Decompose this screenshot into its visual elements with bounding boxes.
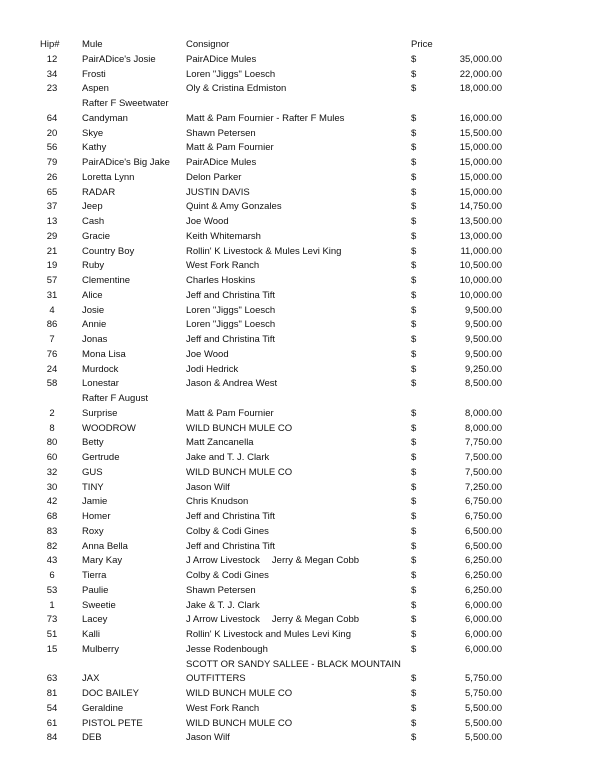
currency-symbol: $ [411, 496, 417, 508]
table-row [38, 318, 508, 333]
consignor-name: WILD BUNCH MULE CO [186, 717, 293, 729]
mule-name: Geraldine [82, 702, 124, 714]
currency-symbol: $ [411, 201, 417, 213]
table-row [38, 628, 508, 643]
table-row [38, 466, 508, 481]
hip-number: 84 [46, 732, 58, 744]
mule-name: Candyman [82, 112, 128, 124]
consignor-name: Jeff and Christina Tift [186, 540, 276, 552]
consignor-name: WILD BUNCH MULE CO [186, 688, 293, 699]
mule-name: Mona Lisa [82, 348, 126, 360]
table-row [38, 613, 508, 628]
mule-name: Murdock [82, 363, 119, 375]
currency-symbol: $ [411, 732, 417, 744]
consignor-name: Shawn Petersen [186, 127, 256, 139]
consignor-name: WILD BUNCH MULE CO [186, 422, 293, 434]
currency-symbol: $ [411, 186, 417, 198]
consignor-name: Shawn Petersen [186, 584, 256, 596]
hip-number: 7 [49, 334, 55, 345]
consignor-name: Jason Wilf [186, 732, 230, 744]
hip-number: 1 [49, 599, 55, 611]
currency-symbol: $ [411, 481, 417, 493]
hip-number: 30 [46, 481, 58, 493]
hip-number: 60 [46, 452, 58, 463]
mule-name: Jamie [82, 496, 108, 508]
price-amount: 10,000.00 [459, 275, 502, 286]
hip-number: 61 [46, 717, 58, 729]
table-row [38, 200, 508, 215]
consignor-name: Delon Parker [186, 171, 242, 183]
price-amount: 15,000.00 [459, 186, 502, 198]
currency-symbol: $ [411, 230, 417, 242]
consignor-name: Jason & Andrea West [186, 378, 278, 390]
mule-name: Alice [82, 289, 103, 301]
currency-symbol: $ [411, 245, 417, 257]
mule-name: Roxy [82, 525, 104, 537]
mule-name: Lonestar [82, 378, 119, 390]
hip-number: 13 [46, 216, 58, 227]
sale-results-table [38, 38, 508, 746]
table-row [38, 540, 508, 555]
currency-symbol: $ [411, 614, 417, 626]
consignor-name-secondary: Jerry & Megan Cobb [271, 555, 360, 567]
consignor-name-primary: J Arrow Livestock [186, 614, 260, 626]
consignor-name: Jeff and Christina Tift [186, 511, 276, 522]
price-amount: 8,000.00 [465, 407, 502, 419]
mule-name: PISTOL PETE [82, 717, 143, 729]
table-row [38, 141, 508, 156]
currency-symbol: $ [411, 304, 417, 316]
currency-symbol: $ [411, 673, 417, 685]
mule-name: Betty [82, 437, 104, 449]
hip-number: 8 [49, 422, 55, 434]
price-amount: 6,250.00 [465, 584, 502, 596]
consignor-name: Joe Wood [186, 216, 229, 227]
mule-name: Gracie [82, 230, 110, 242]
mule-name: Aspen [82, 83, 109, 95]
price-amount: 6,250.00 [465, 570, 502, 581]
currency-symbol: $ [411, 83, 417, 95]
consignor-name: West Fork Ranch [186, 260, 260, 272]
price-amount: 10,000.00 [459, 289, 502, 301]
consignor-name: Jodi Hedrick [186, 363, 239, 375]
hip-number: 80 [46, 437, 58, 449]
table-row [38, 451, 508, 466]
table-row [38, 171, 508, 186]
table-row [38, 127, 508, 142]
price-amount: 5,500.00 [465, 732, 502, 744]
mule-name: Frosti [82, 68, 106, 80]
currency-symbol: $ [411, 275, 417, 286]
table-row [38, 569, 508, 584]
currency-symbol: $ [411, 319, 417, 331]
currency-symbol: $ [411, 53, 417, 65]
table-row [38, 702, 508, 717]
consignor-name: Jake & T. J. Clark [186, 599, 260, 611]
currency-symbol: $ [411, 702, 417, 714]
mule-name: Surprise [82, 407, 118, 419]
hip-number: 12 [46, 53, 58, 65]
mule-name: Kalli [82, 629, 100, 640]
currency-symbol: $ [411, 157, 417, 168]
consignor-name: Matt Zancanella [186, 437, 254, 449]
hip-number: 15 [46, 643, 58, 655]
mule-name: Kathy [82, 142, 107, 154]
price-amount: 7,250.00 [465, 481, 502, 493]
table-row [38, 363, 508, 378]
price-amount: 9,500.00 [465, 319, 502, 331]
table-row [38, 68, 508, 83]
hip-number: 76 [46, 348, 58, 360]
mule-name: PairADice's Big Jake [82, 157, 170, 168]
mule-name: DOC BAILEY [82, 688, 140, 699]
price-amount: 6,750.00 [465, 496, 502, 508]
table-row [38, 274, 508, 289]
hip-number: 4 [49, 304, 55, 316]
table-row [38, 510, 508, 525]
consignor-name: Jeff and Christina Tift [186, 334, 276, 345]
consignor-name-primary: J Arrow Livestock [186, 555, 260, 567]
price-amount: 6,500.00 [465, 540, 502, 552]
price-amount: 13,500.00 [459, 216, 502, 227]
price-amount: 5,750.00 [465, 688, 502, 699]
price-amount: 6,250.00 [465, 555, 502, 567]
table-row [38, 304, 508, 319]
currency-symbol: $ [411, 127, 417, 139]
price-amount: 15,000.00 [459, 142, 502, 154]
price-amount: 7,750.00 [465, 437, 502, 449]
table-row [38, 658, 508, 688]
table-row [38, 377, 508, 392]
price-amount: 22,000.00 [459, 68, 502, 80]
table-row [38, 392, 508, 422]
mule-name-prefix: Rafter F Sweetwater [82, 98, 169, 109]
price-amount: 5,750.00 [465, 673, 502, 685]
table-row [38, 422, 508, 437]
mule-name: Gertrude [82, 452, 120, 463]
header-mule: Mule [82, 39, 103, 50]
table-row [38, 97, 508, 127]
currency-symbol: $ [411, 334, 417, 345]
mule-name: Ruby [82, 260, 105, 272]
table-row [38, 289, 508, 304]
price-amount: 6,000.00 [465, 643, 502, 655]
price-amount: 35,000.00 [459, 53, 502, 65]
currency-symbol: $ [411, 68, 417, 80]
price-amount: 9,500.00 [465, 334, 502, 345]
table-row [38, 481, 508, 496]
consignor-name: Matt & Pam Fournier - Rafter F Mules [186, 112, 345, 124]
table-row [38, 156, 508, 171]
price-amount: 14,750.00 [459, 201, 502, 213]
table-row [38, 717, 508, 732]
price-amount: 10,500.00 [459, 260, 502, 272]
hip-number: 26 [46, 171, 58, 183]
consignor-name-secondary: Jerry & Megan Cobb [271, 614, 360, 626]
consignor-name: PairADice Mules [186, 53, 257, 65]
hip-number: 86 [46, 319, 58, 331]
price-amount: 6,000.00 [465, 629, 502, 640]
table-row [38, 259, 508, 274]
consignor-name: West Fork Ranch [186, 702, 260, 714]
table-row [38, 495, 508, 510]
price-amount: 9,500.00 [465, 348, 502, 360]
price-amount: 13,000.00 [459, 230, 502, 242]
hip-number: 6 [49, 570, 55, 581]
hip-number: 2 [49, 407, 55, 419]
consignor-name: Jake and T. J. Clark [186, 452, 270, 463]
header-consignor: Consignor [186, 39, 230, 50]
currency-symbol: $ [411, 466, 417, 478]
currency-symbol: $ [411, 363, 417, 375]
consignor-name: Colby & Codi Gines [186, 570, 269, 581]
hip-number: 81 [46, 688, 58, 699]
hip-number: 58 [46, 378, 58, 390]
price-amount: 7,500.00 [465, 466, 502, 478]
hip-number: 32 [46, 466, 58, 478]
mule-name: JAX [82, 673, 100, 685]
consignor-name: Matt & Pam Fournier [186, 142, 274, 154]
currency-symbol: $ [411, 171, 417, 183]
hip-number: 37 [46, 201, 58, 213]
currency-symbol: $ [411, 348, 417, 360]
currency-symbol: $ [411, 717, 417, 729]
hip-number: 68 [46, 511, 58, 522]
consignor-name: Loren "Jiggs" Loesch [186, 68, 276, 80]
currency-symbol: $ [411, 555, 417, 567]
mule-name: Annie [82, 319, 107, 331]
hip-number: 57 [46, 275, 58, 286]
mule-name: Anna Bella [82, 540, 128, 552]
table-row [38, 215, 508, 230]
price-amount: 9,500.00 [465, 304, 502, 316]
table-row [38, 525, 508, 540]
currency-symbol: $ [411, 540, 417, 552]
mule-name-prefix: Rafter F August [82, 393, 149, 404]
price-amount: 8,000.00 [465, 422, 502, 434]
table-body [38, 53, 508, 746]
mule-name: Jeep [82, 201, 103, 213]
table-row [38, 245, 508, 260]
price-amount: 16,000.00 [459, 112, 502, 124]
consignor-name: Loren "Jiggs" Loesch [186, 319, 276, 331]
mule-name: Homer [82, 511, 111, 522]
consignor-name: Colby & Codi Gines [186, 525, 269, 537]
hip-number: 54 [46, 702, 58, 714]
currency-symbol: $ [411, 422, 417, 434]
mule-name: Sweetie [82, 599, 116, 611]
currency-symbol: $ [411, 437, 417, 449]
table-row [38, 230, 508, 245]
hip-number: 43 [46, 555, 58, 567]
currency-symbol: $ [411, 688, 417, 699]
hip-number: 42 [46, 496, 58, 508]
consignor-name: Rollin' K Livestock and Mules Levi King [186, 629, 351, 640]
consignor-name: Charles Hoskins [186, 275, 256, 286]
consignor-name: WILD BUNCH MULE CO [186, 466, 293, 478]
hip-number: 19 [46, 260, 58, 272]
consignor-name: OUTFITTERS [186, 673, 246, 685]
mule-name: RADAR [82, 186, 116, 198]
hip-number: 82 [46, 540, 58, 552]
hip-number: 53 [46, 584, 58, 596]
mule-name: Loretta Lynn [82, 171, 135, 183]
mule-name: TINY [82, 481, 104, 493]
consignor-name: Quint & Amy Gonzales [186, 201, 282, 213]
price-amount: 15,000.00 [459, 157, 502, 168]
consignor-name: Jesse Rodenbough [186, 643, 268, 655]
price-amount: 9,250.00 [465, 363, 502, 375]
mule-name: PairADice's Josie [82, 53, 156, 65]
hip-number: 79 [46, 157, 58, 168]
price-amount: 6,500.00 [465, 525, 502, 537]
hip-number: 31 [46, 289, 58, 301]
mule-name: WOODROW [82, 422, 136, 434]
hip-number: 21 [46, 245, 58, 257]
currency-symbol: $ [411, 599, 417, 611]
table-row [38, 643, 508, 658]
hip-number: 63 [46, 673, 58, 685]
hip-number: 24 [46, 363, 58, 375]
currency-symbol: $ [411, 629, 417, 640]
price-amount: 8,500.00 [465, 378, 502, 390]
hip-number: 29 [46, 230, 58, 242]
currency-symbol: $ [411, 142, 417, 154]
table-row [38, 53, 508, 68]
consignor-name: Oly & Cristina Edmiston [186, 83, 287, 95]
currency-symbol: $ [411, 643, 417, 655]
consignor-name: Keith Whitemarsh [186, 230, 261, 242]
consignor-name: Rollin' K Livestock & Mules Levi King [186, 245, 342, 257]
table-header [38, 38, 508, 53]
mule-name: Paulie [82, 584, 109, 596]
price-amount: 6,750.00 [465, 511, 502, 522]
mule-name: Mulberry [82, 643, 119, 655]
price-amount: 11,000.00 [460, 245, 502, 257]
mule-name: Jonas [82, 334, 108, 345]
header-hip: Hip# [40, 39, 60, 50]
price-amount: 5,500.00 [465, 717, 502, 729]
price-amount: 7,500.00 [465, 452, 502, 463]
price-amount: 15,000.00 [459, 171, 502, 183]
currency-symbol: $ [411, 378, 417, 390]
consignor-name [186, 613, 359, 628]
mule-name: DEB [82, 732, 102, 744]
hip-number: 64 [46, 112, 58, 124]
consignor-name: JUSTIN DAVIS [186, 186, 250, 198]
mule-name: Mary Kay [82, 555, 123, 567]
hip-number: 34 [46, 68, 58, 80]
currency-symbol: $ [411, 216, 417, 227]
consignor-name: Chris Knudson [186, 496, 249, 508]
mule-name: GUS [82, 466, 103, 478]
table-row [38, 554, 508, 569]
currency-symbol: $ [411, 525, 417, 537]
mule-name: Tierra [82, 570, 107, 581]
price-amount: 18,000.00 [459, 83, 502, 95]
currency-symbol: $ [411, 452, 417, 463]
currency-symbol: $ [411, 260, 417, 272]
hip-number: 65 [46, 186, 58, 198]
mule-name: Skye [82, 127, 104, 139]
currency-symbol: $ [411, 584, 417, 596]
price-amount: 5,500.00 [465, 702, 502, 714]
consignor-name: Loren "Jiggs" Loesch [186, 304, 276, 316]
consignor-name: Matt & Pam Fournier [186, 407, 274, 419]
consignor-name: Jason Wilf [186, 481, 230, 493]
table-row [38, 186, 508, 201]
consignor-name: Joe Wood [186, 348, 229, 360]
price-amount: 6,000.00 [465, 614, 502, 626]
mule-name: Country Boy [82, 245, 135, 257]
table-row [38, 584, 508, 599]
hip-number: 73 [46, 614, 58, 626]
currency-symbol: $ [411, 570, 417, 581]
mule-name: Clementine [82, 275, 131, 286]
currency-symbol: $ [411, 289, 417, 301]
currency-symbol: $ [411, 112, 417, 124]
consignor-name: Jeff and Christina Tift [186, 289, 276, 301]
price-amount: 15,500.00 [459, 127, 502, 139]
hip-number: 56 [46, 142, 58, 154]
table-row [38, 731, 508, 746]
consignor-name [186, 554, 359, 569]
price-amount: 6,000.00 [465, 599, 502, 611]
mule-name: Lacey [82, 614, 108, 626]
currency-symbol: $ [411, 511, 417, 522]
consignor-name: PairADice Mules [186, 157, 257, 168]
table-row [38, 687, 508, 702]
consignor-name-line1: SCOTT OR SANDY SALLEE - BLACK MOUNTAIN [186, 658, 401, 670]
table-row [38, 436, 508, 451]
hip-number: 51 [46, 629, 58, 640]
header-price: Price [411, 39, 433, 50]
table-row [38, 333, 508, 348]
table-row [38, 348, 508, 363]
table-row [38, 82, 508, 97]
table-row [38, 599, 508, 614]
currency-symbol: $ [411, 407, 417, 419]
hip-number: 23 [46, 83, 58, 95]
hip-number: 20 [46, 127, 58, 139]
mule-name: Cash [82, 216, 105, 227]
mule-name: Josie [82, 304, 105, 316]
hip-number: 83 [46, 525, 58, 537]
